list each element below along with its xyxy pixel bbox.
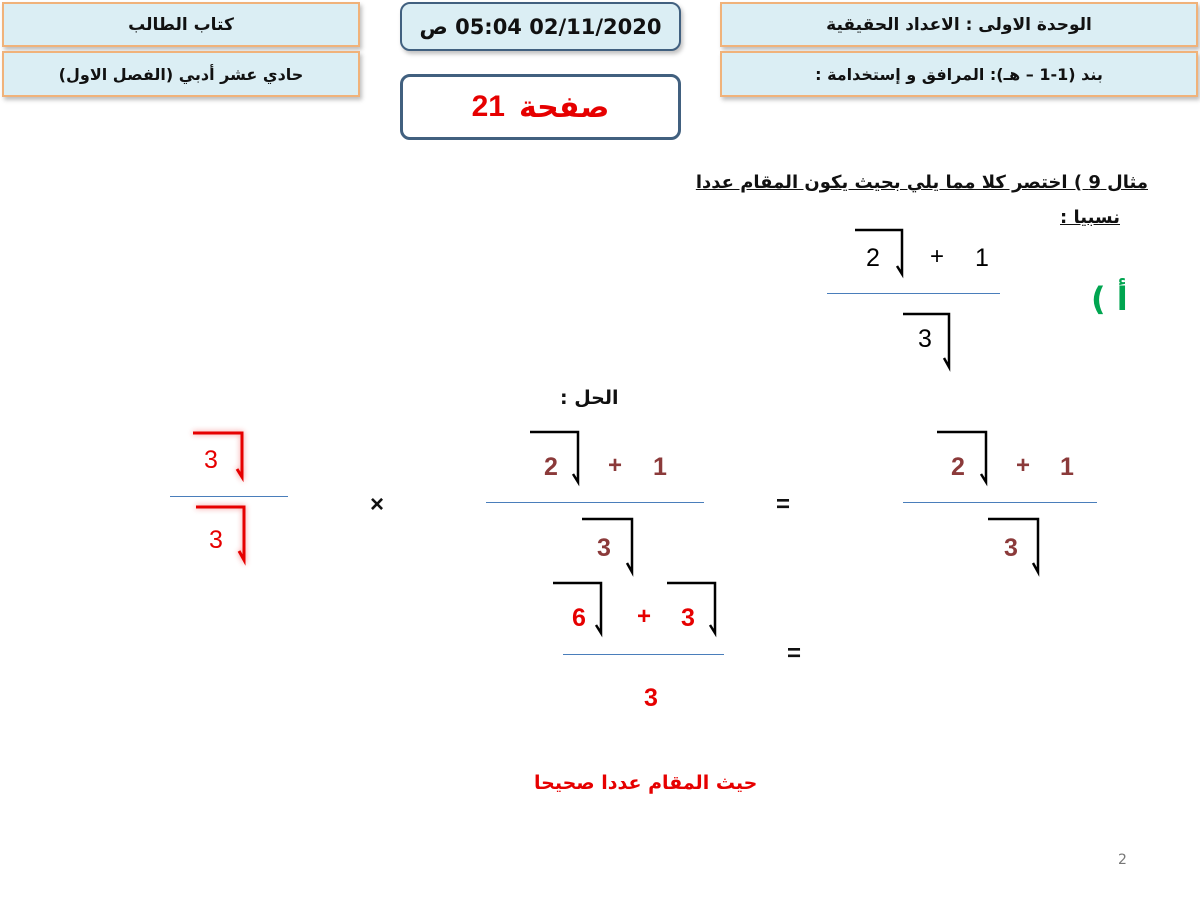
- book-label: كتاب الطالب: [2, 2, 360, 47]
- factor-num: 3: [204, 446, 218, 474]
- step1-b: 1: [1060, 453, 1074, 481]
- example-a: 2: [866, 244, 880, 272]
- times-sign: ×: [370, 491, 385, 518]
- radical-icon: [855, 228, 915, 278]
- radical-icon: [193, 431, 253, 481]
- example-b: 1: [975, 244, 989, 272]
- example-line-1: مثال 9 ) اختصر كلا مما يلي بحيث يكون المقام عددا: [695, 172, 1148, 193]
- equals-sign: =: [776, 491, 791, 518]
- step2-den: 3: [597, 534, 611, 562]
- radical-icon: [196, 505, 256, 565]
- step1-a: 2: [951, 453, 965, 481]
- grade-label: حادي عشر أدبي (الفصل الاول): [2, 51, 360, 97]
- factor-den: 3: [209, 526, 223, 554]
- step2-b: 1: [653, 453, 667, 481]
- fraction-bar: [903, 502, 1097, 503]
- fraction-bar: [170, 496, 288, 497]
- step2-a: 2: [544, 453, 558, 481]
- step3-b: 3: [681, 604, 695, 632]
- solution-label: الحل :: [560, 387, 619, 409]
- fraction-bar: [827, 293, 1000, 294]
- fraction-bar: [486, 502, 704, 503]
- part-label: أ ): [1091, 280, 1128, 318]
- step1-plus: +: [1016, 452, 1031, 479]
- page-number-box: [400, 74, 681, 140]
- example-den: 3: [918, 325, 932, 353]
- example-line-2: نسبيا :: [1060, 207, 1120, 228]
- slide-number: 2: [1118, 852, 1127, 868]
- radical-icon: [667, 581, 727, 637]
- example-plus: +: [930, 243, 945, 270]
- step3-den: 3: [644, 684, 658, 712]
- radical-icon: [903, 312, 963, 372]
- radical-icon: [530, 430, 590, 486]
- solution-note: حيث المقام عددا صحيحا: [534, 772, 758, 794]
- step2-plus: +: [608, 452, 623, 479]
- unit-title: الوحدة الاولى : الاعداد الحقيقية: [720, 2, 1198, 47]
- step1-den: 3: [1004, 534, 1018, 562]
- radical-icon: [937, 430, 997, 486]
- fraction-bar: [563, 654, 724, 655]
- datetime-label: 02/11/2020 05:04 ص: [400, 2, 681, 51]
- equals-sign-2: =: [787, 640, 802, 667]
- page-number: 21: [471, 90, 505, 123]
- page-word: صفحة: [518, 89, 610, 125]
- step3-plus: +: [637, 603, 652, 630]
- section-title: بند (1-1 – هـ): المرافق و إستخدامة :: [720, 51, 1198, 97]
- radical-icon: [582, 517, 642, 575]
- step3-a: 6: [572, 604, 586, 632]
- radical-icon: [988, 517, 1048, 575]
